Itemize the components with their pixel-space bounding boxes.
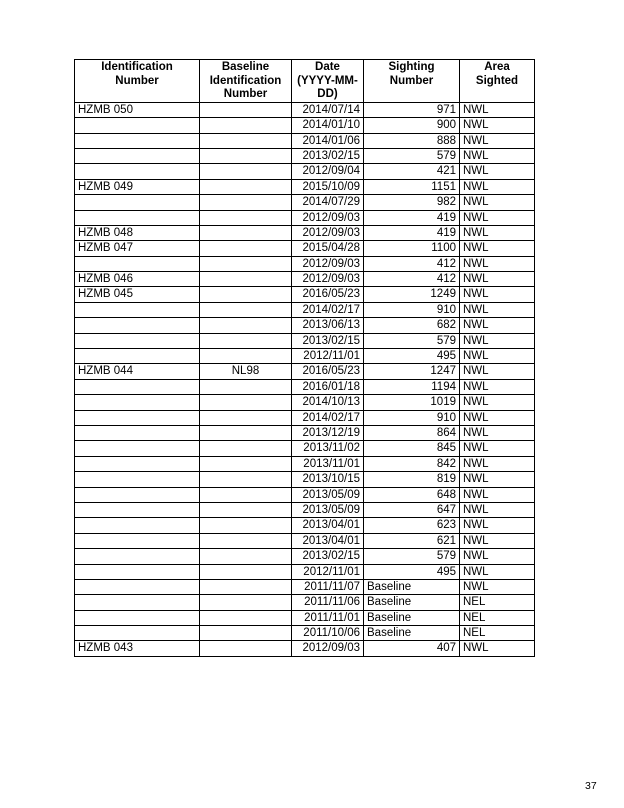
area-sighted-cell: NWL [460,164,535,179]
table-row [75,287,535,302]
area-sighted-cell: NWL [460,395,535,410]
table-row [75,179,535,194]
table-row [75,118,535,133]
table-row [75,549,535,564]
identification-cell [75,425,200,440]
area-sighted-cell: NWL [460,241,535,256]
area-sighted-cell: NWL [460,441,535,456]
baseline-cell [200,502,292,517]
table-header-row [75,60,535,103]
date-cell: 2011/11/06 [292,595,364,610]
area-sighted-cell: NWL [460,487,535,502]
sighting-number-cell: 842 [364,456,460,471]
table-row [75,349,535,364]
baseline-cell [200,549,292,564]
sighting-number-cell: 419 [364,210,460,225]
baseline-cell [200,579,292,594]
sighting-number-cell: 1019 [364,395,460,410]
baseline-cell: NL98 [200,364,292,379]
date-cell: 2012/11/01 [292,349,364,364]
date-cell: 2015/10/09 [292,179,364,194]
baseline-cell [200,518,292,533]
area-sighted-cell: NEL [460,595,535,610]
baseline-cell [200,333,292,348]
table-row [75,410,535,425]
sighting-number-cell: 412 [364,272,460,287]
identification-cell [75,118,200,133]
area-sighted-cell: NWL [460,456,535,471]
date-cell: 2013/06/13 [292,318,364,333]
baseline-cell [200,410,292,425]
table-row [75,333,535,348]
area-sighted-cell: NWL [460,302,535,317]
date-cell: 2013/02/15 [292,549,364,564]
baseline-cell [200,225,292,240]
area-sighted-cell: NWL [460,148,535,163]
identification-cell [75,256,200,271]
baseline-cell [200,641,292,656]
date-cell: 2014/01/06 [292,133,364,148]
identification-cell [75,302,200,317]
date-cell: 2014/01/10 [292,118,364,133]
baseline-cell [200,425,292,440]
identification-cell: HZMB 044 [75,364,200,379]
table-row [75,425,535,440]
date-cell: 2014/07/29 [292,195,364,210]
table-row [75,102,535,117]
date-cell: 2015/04/28 [292,241,364,256]
date-cell: 2013/05/09 [292,487,364,502]
area-sighted-cell: NWL [460,133,535,148]
sighting-number-cell: 982 [364,195,460,210]
identification-cell [75,456,200,471]
date-cell: 2013/12/19 [292,425,364,440]
sighting-number-cell: 1151 [364,179,460,194]
identification-cell: HZMB 047 [75,241,200,256]
baseline-cell [200,256,292,271]
baseline-cell [200,349,292,364]
area-sighted-cell: NWL [460,287,535,302]
identification-cell [75,318,200,333]
sighting-number-cell: 579 [364,549,460,564]
identification-cell: HZMB 045 [75,287,200,302]
date-cell: 2012/09/03 [292,641,364,656]
baseline-cell [200,148,292,163]
identification-cell [75,564,200,579]
table-row [75,133,535,148]
baseline-cell [200,241,292,256]
date-cell: 2011/11/07 [292,579,364,594]
table-row [75,225,535,240]
date-cell: 2012/09/03 [292,210,364,225]
baseline-cell [200,210,292,225]
sighting-number-cell: Baseline [364,610,460,625]
area-sighted-cell: NWL [460,641,535,656]
area-sighted-cell: NEL [460,626,535,641]
table-row [75,241,535,256]
identification-cell [75,148,200,163]
identification-cell [75,533,200,548]
baseline-cell [200,287,292,302]
table-row [75,272,535,287]
table-row [75,518,535,533]
sighting-number-cell: 495 [364,564,460,579]
sighting-number-cell: Baseline [364,579,460,594]
sighting-number-cell: 1249 [364,287,460,302]
identification-cell [75,195,200,210]
sighting-number-cell: 1247 [364,364,460,379]
baseline-cell [200,164,292,179]
area-sighted-cell: NWL [460,318,535,333]
date-cell: 2014/02/17 [292,410,364,425]
area-sighted-cell: NWL [460,564,535,579]
table-row [75,610,535,625]
identification-cell [75,133,200,148]
sighting-number-cell: 845 [364,441,460,456]
sighting-number-cell: 579 [364,148,460,163]
baseline-cell [200,302,292,317]
area-sighted-cell: NWL [460,256,535,271]
area-sighted-cell: NWL [460,410,535,425]
baseline-cell [200,487,292,502]
baseline-cell [200,195,292,210]
date-cell: 2012/09/03 [292,225,364,240]
table-row [75,148,535,163]
sighting-number-cell: 648 [364,487,460,502]
table-row [75,595,535,610]
baseline-cell [200,456,292,471]
sighting-number-cell: 864 [364,425,460,440]
area-sighted-cell: NWL [460,102,535,117]
baseline-cell [200,102,292,117]
table-row [75,564,535,579]
identification-cell: HZMB 043 [75,641,200,656]
table-row [75,164,535,179]
identification-cell [75,410,200,425]
identification-cell: HZMB 048 [75,225,200,240]
baseline-cell [200,133,292,148]
header-baseline-identification-number: Baseline Identification Number [200,60,292,103]
table-row [75,487,535,502]
table-row [75,502,535,517]
table-row [75,441,535,456]
baseline-cell [200,179,292,194]
area-sighted-cell: NWL [460,210,535,225]
table-row [75,456,535,471]
table-row [75,626,535,641]
identification-cell [75,472,200,487]
sighting-number-cell: 1100 [364,241,460,256]
table-row [75,318,535,333]
area-sighted-cell: NWL [460,425,535,440]
date-cell: 2013/11/02 [292,441,364,456]
area-sighted-cell: NWL [460,272,535,287]
table-row [75,210,535,225]
baseline-cell [200,533,292,548]
date-cell: 2016/01/18 [292,379,364,394]
baseline-cell [200,564,292,579]
sighting-number-cell: 621 [364,533,460,548]
table-row [75,641,535,656]
baseline-cell [200,610,292,625]
table-row [75,256,535,271]
date-cell: 2016/05/23 [292,287,364,302]
area-sighted-cell: NWL [460,472,535,487]
date-cell: 2011/11/01 [292,610,364,625]
area-sighted-cell: NWL [460,533,535,548]
area-sighted-cell: NWL [460,349,535,364]
sighting-number-cell: 1194 [364,379,460,394]
baseline-cell [200,318,292,333]
baseline-cell [200,272,292,287]
identification-cell [75,626,200,641]
sighting-number-cell: 495 [364,349,460,364]
sighting-number-cell: 419 [364,225,460,240]
table-row [75,364,535,379]
identification-cell [75,395,200,410]
date-cell: 2013/10/15 [292,472,364,487]
baseline-cell [200,441,292,456]
area-sighted-cell: NWL [460,225,535,240]
table-row [75,395,535,410]
baseline-cell [200,595,292,610]
date-cell: 2012/09/03 [292,256,364,271]
identification-cell [75,549,200,564]
identification-cell [75,349,200,364]
table-body [75,102,535,656]
sighting-number-cell: 579 [364,333,460,348]
sighting-number-cell: 900 [364,118,460,133]
area-sighted-cell: NWL [460,549,535,564]
sighting-table [74,59,535,657]
table-row [75,195,535,210]
identification-cell [75,610,200,625]
sighting-number-cell: Baseline [364,595,460,610]
identification-cell [75,579,200,594]
date-cell: 2013/02/15 [292,148,364,163]
baseline-cell [200,472,292,487]
page-number: 37 [585,780,597,792]
identification-cell [75,379,200,394]
sighting-number-cell: 819 [364,472,460,487]
sighting-number-cell: 421 [364,164,460,179]
date-cell: 2013/05/09 [292,502,364,517]
identification-cell [75,333,200,348]
sighting-number-cell: 910 [364,410,460,425]
table-row [75,533,535,548]
baseline-cell [200,395,292,410]
date-cell: 2013/04/01 [292,518,364,533]
identification-cell [75,518,200,533]
identification-cell: HZMB 046 [75,272,200,287]
sighting-number-cell: 407 [364,641,460,656]
sighting-number-cell: 623 [364,518,460,533]
baseline-cell [200,626,292,641]
area-sighted-cell: NWL [460,118,535,133]
area-sighted-cell: NWL [460,579,535,594]
table-row [75,579,535,594]
area-sighted-cell: NWL [460,518,535,533]
header-identification-number: Identification Number [75,60,200,103]
identification-cell: HZMB 049 [75,179,200,194]
identification-cell [75,210,200,225]
table-row [75,379,535,394]
area-sighted-cell: NWL [460,333,535,348]
area-sighted-cell: NWL [460,195,535,210]
table-row [75,472,535,487]
area-sighted-cell: NWL [460,179,535,194]
header-area-sighted: Area Sighted [460,60,535,103]
sighting-number-cell: 910 [364,302,460,317]
sighting-number-cell: 412 [364,256,460,271]
date-cell: 2011/10/06 [292,626,364,641]
identification-cell [75,502,200,517]
date-cell: 2016/05/23 [292,364,364,379]
date-cell: 2013/11/01 [292,456,364,471]
area-sighted-cell: NEL [460,610,535,625]
date-cell: 2014/07/14 [292,102,364,117]
date-cell: 2014/10/13 [292,395,364,410]
area-sighted-cell: NWL [460,502,535,517]
baseline-cell [200,379,292,394]
area-sighted-cell: NWL [460,364,535,379]
date-cell: 2012/11/01 [292,564,364,579]
sighting-number-cell: 971 [364,102,460,117]
identification-cell [75,595,200,610]
identification-cell [75,487,200,502]
date-cell: 2012/09/04 [292,164,364,179]
table-row [75,302,535,317]
date-cell: 2014/02/17 [292,302,364,317]
sighting-number-cell: 682 [364,318,460,333]
header-sighting-number: Sighting Number [364,60,460,103]
sighting-number-cell: 647 [364,502,460,517]
sighting-number-cell: 888 [364,133,460,148]
area-sighted-cell: NWL [460,379,535,394]
identification-cell: HZMB 050 [75,102,200,117]
date-cell: 2013/04/01 [292,533,364,548]
header-date: Date (YYYY-MM-DD) [292,60,364,103]
date-cell: 2012/09/03 [292,272,364,287]
baseline-cell [200,118,292,133]
date-cell: 2013/02/15 [292,333,364,348]
identification-cell [75,164,200,179]
sighting-number-cell: Baseline [364,626,460,641]
identification-cell [75,441,200,456]
